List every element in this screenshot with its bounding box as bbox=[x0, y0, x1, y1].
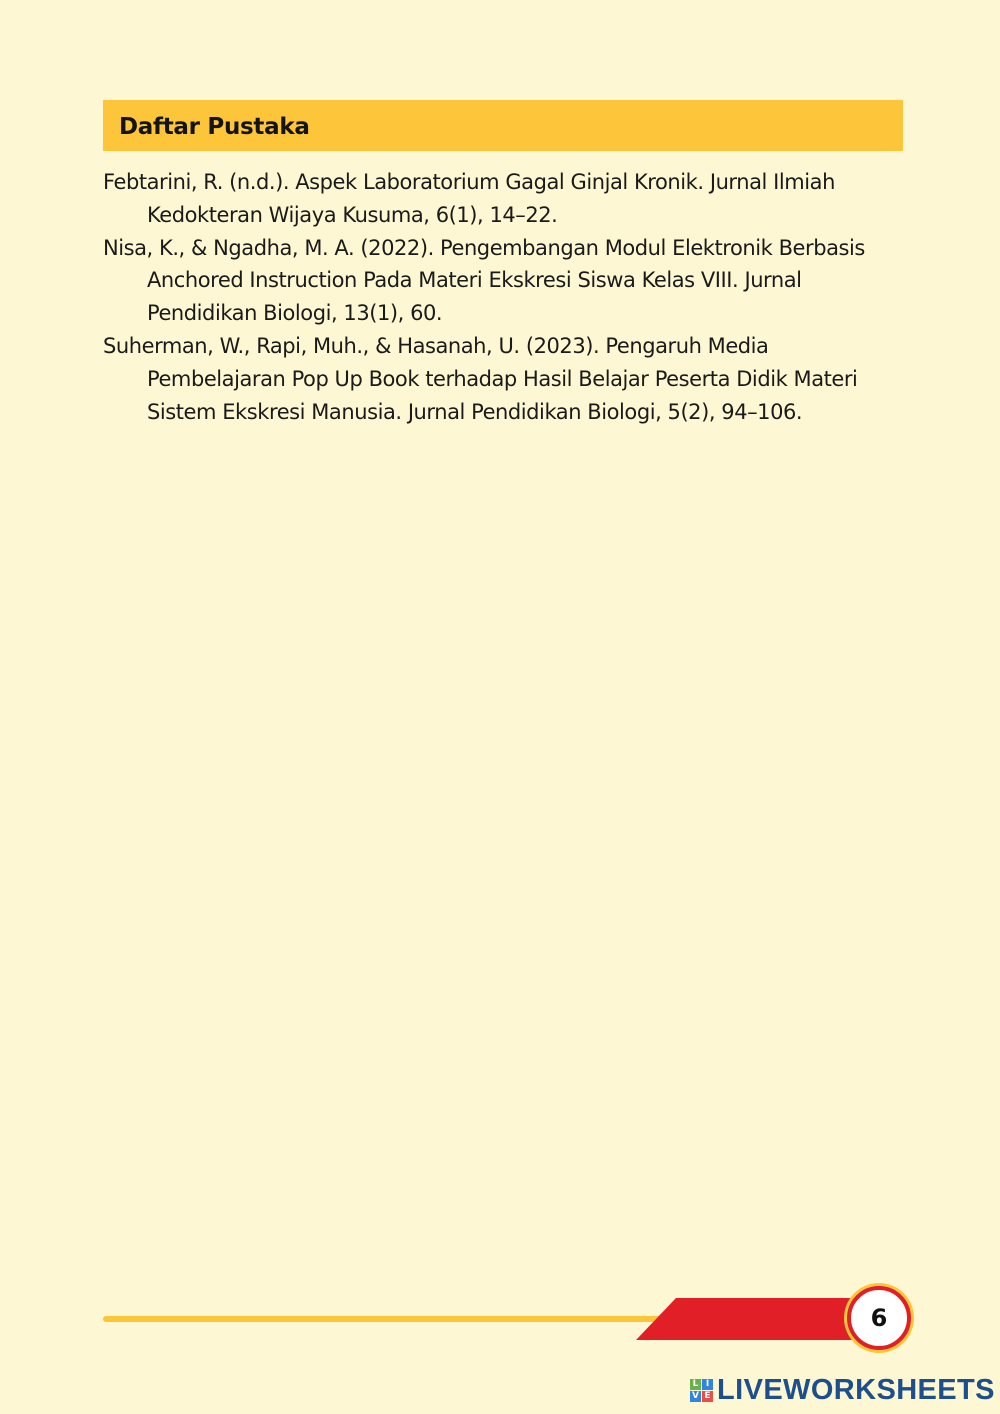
reference-list bbox=[103, 166, 903, 428]
reference-entry: Nisa, K., & Ngadha, M. A. (2022). Pengembangan Modul Elektronik Berbasis Anchored Instruction Pada Materi Ekskresi Siswa Kelas VIII. Jurnal Pendidikan Biologi, 13(1), 60. bbox=[103, 235, 865, 326]
liveworksheets-logo-icon bbox=[690, 1379, 713, 1402]
footer-red-banner bbox=[636, 1298, 880, 1340]
watermark bbox=[690, 1374, 995, 1407]
page-number-badge: 6 bbox=[847, 1286, 911, 1350]
logo-cell: V bbox=[690, 1391, 701, 1402]
reference-entry: Febtarini, R. (n.d.). Aspek Laboratorium Gagal Ginjal Kronik. Jurnal Ilmiah Kedokteran Wijaya Kusuma, 6(1), 14–22. bbox=[103, 170, 835, 227]
watermark-text: LIVEWORKSHEETS bbox=[717, 1374, 995, 1406]
logo-cell: I bbox=[702, 1379, 713, 1390]
logo-cell: E bbox=[702, 1391, 713, 1402]
section-heading-bar bbox=[103, 100, 903, 151]
footer-line bbox=[103, 1316, 663, 1322]
section-heading: Daftar Pustaka bbox=[119, 114, 310, 140]
logo-cell: L bbox=[690, 1379, 701, 1390]
reference-entry: Suherman, W., Rapi, Muh., & Hasanah, U. (2023). Pengaruh Media Pembelajaran Pop Up Book terhadap Hasil Belajar Peserta Didik Materi Sistem Ekskresi Manusia. Jurnal Pendidikan Biologi, 5(2), 94–106. bbox=[103, 333, 858, 424]
